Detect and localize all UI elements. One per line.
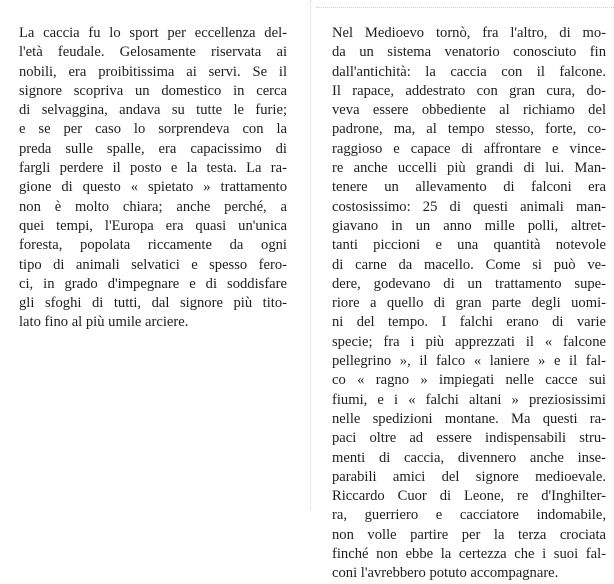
text-line: specie; fra i più apprezzati il « falcone xyxy=(332,333,606,350)
text-line: raggioso e capace di affrontare e vince- xyxy=(332,140,606,157)
text-line: giavano in un anno mille polli, altret- xyxy=(332,217,606,234)
text-line: La caccia fu lo sport per eccellenza del- xyxy=(19,25,287,41)
text-line: gione di questo « spietato » trattamento xyxy=(19,179,287,196)
text-line: Nel Medioevo tornò, fra l'altro, di mo- xyxy=(332,25,606,41)
right-text-column xyxy=(332,24,606,584)
text-line: preda sulle spalle, era capacissimo di xyxy=(19,140,287,157)
text-line: nobili, era proibitissima ai servi. Se il xyxy=(19,63,287,80)
text-line: fargli perdere il posto e la testa. La ra- xyxy=(19,160,287,177)
column-divider-rule xyxy=(310,0,311,510)
text-line: ci, in grado d'impegnare e di soddisfare xyxy=(19,275,287,292)
text-line: coni l'avrebbero potuto accompagnare. xyxy=(332,565,559,582)
left-text-column xyxy=(19,24,287,333)
text-line: parabili amici del signore medioevale. xyxy=(332,468,606,485)
text-line: fiumi, e i « falchi altani » preziosissimi xyxy=(332,391,606,408)
text-line: co « ragno » impiegati nelle cacce sui xyxy=(332,372,606,389)
text-line: menti di caccia, divennero anche inse- xyxy=(332,449,606,466)
text-line: paci oltre ad essere indispensabili stru- xyxy=(332,430,606,447)
text-line: gli sfoghi di tutti, dal signore più tito- xyxy=(19,295,287,312)
text-line: re anche uccelli più grandi di lui. Man- xyxy=(332,160,606,177)
top-divider-rule xyxy=(316,7,614,8)
text-line: di carne da macello. Come si può ve- xyxy=(332,256,606,273)
text-line: tenere un allevamento di falconi era xyxy=(332,179,606,196)
text-line: e se per caso lo sorprendeva con la xyxy=(19,121,287,138)
text-line: veva essere obbediente al richiamo del xyxy=(332,102,606,119)
text-line: ra, guerriero e cacciatore indomabile, xyxy=(332,507,606,524)
text-line: Riccardo Cuor di Leone, re d'Inghilter- xyxy=(332,488,606,505)
text-line: ni del tempo. I falchi erano di varie xyxy=(332,314,606,331)
text-line: lato fino al più umile arciere. xyxy=(19,314,189,331)
text-line: dere, godevano di un trattamento supe- xyxy=(332,275,606,292)
text-line: costosissimo: 25 di questi animali man- xyxy=(332,198,606,215)
text-line: quei tempi, l'Europa era quasi un'unica xyxy=(19,217,287,234)
text-line: dall'antichità: la caccia con il falcone. xyxy=(332,63,606,80)
text-line: tipo di animali selvatici e spesso fero- xyxy=(19,256,287,273)
text-line: l'età feudale. Gelosamente riservata ai xyxy=(19,44,287,61)
text-line: tanti piccioni e una quantità notevole xyxy=(332,237,606,254)
text-line: da un sistema venatorio conosciuto fin xyxy=(332,44,606,61)
text-line: nelle spedizioni montane. Ma questi ra- xyxy=(332,410,606,427)
text-line: signore scopriva un domestico in cerca xyxy=(19,82,287,99)
text-line: padrone, ma, al tempo stesso, forte, co- xyxy=(332,121,606,138)
text-line: non volle partire per la terza crociata xyxy=(332,526,606,543)
text-line: non è molto chiara; anche perché, a xyxy=(19,198,287,215)
text-line: Il rapace, addestrato con gran cura, do- xyxy=(332,82,606,99)
text-line: foresta, popolata riccamente da ogni xyxy=(19,237,287,254)
text-line: finché non ebbe la certezza che i suoi fal- xyxy=(332,546,606,563)
text-line: pellegrino », il falco « laniere » e il fal- xyxy=(332,353,606,370)
text-line: di selvaggina, andava su tutte le furie; xyxy=(19,102,287,119)
text-line: riore a quello di gran parte degli uomi- xyxy=(332,295,606,312)
